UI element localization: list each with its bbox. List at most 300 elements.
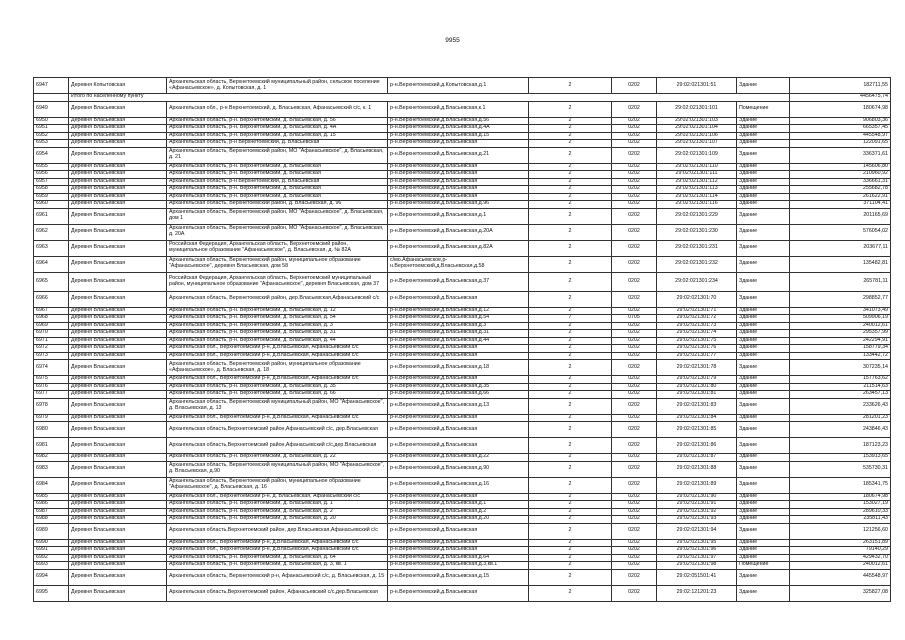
- cadastral-number: 29:02:021301:103: [657, 117, 737, 125]
- cadastral-number: 29:02:021301:232: [657, 256, 737, 272]
- cadastral-value: 242294,91: [790, 337, 891, 345]
- settlement-name: Деревня Власьевская: [69, 569, 167, 585]
- table-row: [34, 391, 891, 399]
- object-address: р-н.Верхнетоемский,д.Власьевская,д.20: [388, 516, 529, 524]
- full-address: Архангельская область, Верхнетоемский район, МО "Афанасьевское", д. Власьевская, д. 20А: [167, 224, 388, 240]
- full-address: Архангельская обл., Верхнетоемский р-н, д.Власьевская, Афанасьевский с/с: [167, 539, 388, 547]
- cadastral-value: 153913,65: [790, 454, 891, 462]
- settlement-name: Деревня Власьевская: [69, 101, 167, 117]
- cadastral-value: 211514,63: [790, 383, 891, 391]
- row-number: 6949: [34, 101, 69, 117]
- cadastral-value: 201165,69: [790, 208, 891, 224]
- cadastral-value: 445548,97: [790, 132, 891, 140]
- table-row: [34, 315, 891, 323]
- category-code: 0202: [612, 383, 657, 391]
- object-type: Помещение: [737, 562, 790, 570]
- row-number: 6971: [34, 337, 69, 345]
- row-number: 6979: [34, 414, 69, 422]
- settlement-name: Деревня Власьевская: [69, 291, 167, 307]
- cadastral-value: 265781,11: [790, 272, 891, 291]
- category-number: 2: [529, 163, 612, 171]
- category-code: 0202: [612, 547, 657, 555]
- cadastral-number: 29:02:021301:91: [657, 501, 737, 509]
- category-number: 2: [529, 193, 612, 201]
- row-number: 6992: [34, 554, 69, 562]
- cadastral-number: 29:02:021301:230: [657, 224, 737, 240]
- category-code: 0202: [612, 240, 657, 256]
- object-type: Здание: [737, 352, 790, 360]
- object-address: р-н.Верхнетоемский,д.Власьевская,д.54: [388, 315, 529, 323]
- object-address: р-н.Верхнетоемский,д.Власьевская,д.3,кв.1: [388, 562, 529, 570]
- object-type: Здание: [737, 547, 790, 555]
- table-row: [34, 360, 891, 376]
- row-number: 6982: [34, 454, 69, 462]
- object-address: р-н.Верхнетоемский,д.Власьевская,д.31: [388, 330, 529, 338]
- category-number: 2: [529, 322, 612, 330]
- object-address: р-н.Верхнетоемский,д.Власьевская,д.18: [388, 360, 529, 376]
- cadastral-number: 29:02:021301:113: [657, 186, 737, 194]
- cadastral-number: 29:02:021301:87: [657, 454, 737, 462]
- object-type: Здание: [737, 117, 790, 125]
- table-row: [34, 562, 891, 570]
- table-row: [34, 345, 891, 353]
- settlement-name: Деревня Власьевская: [69, 547, 167, 555]
- settlement-name: Деревня Власьевская: [69, 330, 167, 338]
- category-code: 0202: [612, 140, 657, 148]
- object-type: Здание: [737, 454, 790, 462]
- settlement-name: Деревня Власьевская: [69, 125, 167, 133]
- object-type: Здание: [737, 477, 790, 493]
- full-address: Архангельская область, р-н. Верхнетоемский, д. Власьевская, д. 4А: [167, 125, 388, 133]
- row-number: 6988: [34, 516, 69, 524]
- table-row: [34, 240, 891, 256]
- object-type: Здание: [737, 461, 790, 477]
- object-address: р-н.Верхнетоемский,д.Власьевская,д.2: [388, 508, 529, 516]
- full-address: Архангельская область, р-н. Верхнетоемский, д. Власьевская, д. 64: [167, 554, 388, 562]
- settlement-name: Деревня Власьевская: [69, 422, 167, 438]
- row-number: 6952: [34, 132, 69, 140]
- object-address: р-н.Верхнетоемский,д.Власьевская: [388, 345, 529, 353]
- cadastral-value: 665357,45: [790, 125, 891, 133]
- cadastral-number: 29:02:021301:72: [657, 315, 737, 323]
- object-address: р-н.Верхнетоемский,д.Власьевская: [388, 438, 529, 454]
- category-number: 2: [529, 307, 612, 315]
- category-code: 0202: [612, 178, 657, 186]
- category-code: 0202: [612, 562, 657, 570]
- category-code: 0202: [612, 360, 657, 376]
- object-type: Здание: [737, 147, 790, 163]
- row-number: 6978: [34, 398, 69, 414]
- object-address: р-н.Верхнетоемский,д.Власьевская,д.22: [388, 454, 529, 462]
- object-type: Здание: [737, 291, 790, 307]
- cadastral-number: 29:02:021301:104: [657, 125, 737, 133]
- row-number: 6958: [34, 186, 69, 194]
- cadastral-number: 29:02:021301:74: [657, 330, 737, 338]
- category-code: 0202: [612, 171, 657, 179]
- table-row: [34, 291, 891, 307]
- category-code: 0202: [612, 539, 657, 547]
- category-number: 2: [529, 147, 612, 163]
- object-address: р-н.Верхнетоемский,д.Власьевская,д.21: [388, 147, 529, 163]
- cadastral-value: 133442,72: [790, 352, 891, 360]
- category-number: 2: [529, 562, 612, 570]
- cadastral-value: 122091,65: [790, 140, 891, 148]
- table-row: [34, 171, 891, 179]
- row-number: 6965: [34, 272, 69, 291]
- cadastral-value: 281201,23: [790, 414, 891, 422]
- table-row: [34, 352, 891, 360]
- row-number: 6980: [34, 422, 69, 438]
- settlement-name: Деревня Власьевская: [69, 352, 167, 360]
- category-code: 0202: [612, 523, 657, 539]
- settlement-name: Деревня Власьевская: [69, 398, 167, 414]
- object-address: р-н.Верхнетоемский,д.Власьевская: [388, 193, 529, 201]
- object-address: р-н.Верхнетоемский,д.Власьевская,д.56: [388, 117, 529, 125]
- cadastral-value: 336371,61: [790, 147, 891, 163]
- row-number: 6985: [34, 493, 69, 501]
- settlement-name: Деревня Власьевская: [69, 272, 167, 291]
- cadastral-value: 336661,31: [790, 178, 891, 186]
- category-number: 2: [529, 186, 612, 194]
- category-code: 0705: [612, 315, 657, 323]
- table-row: [34, 201, 891, 209]
- object-address: р-н.Верхнетоемский,д.Власьевская: [388, 493, 529, 501]
- category-code: 0202: [612, 337, 657, 345]
- category-code: 0202: [612, 322, 657, 330]
- settlement-name: Деревня Власьевская: [69, 224, 167, 240]
- object-type: Здание: [737, 186, 790, 194]
- subtotal-value: 4456475,74: [790, 94, 891, 102]
- settlement-name: Деревня Власьевская: [69, 322, 167, 330]
- category-code: 0202: [612, 132, 657, 140]
- row-number: 6947: [34, 78, 69, 94]
- object-type: Здание: [737, 414, 790, 422]
- cadastral-value: 182711,55: [790, 78, 891, 94]
- category-number: 2: [529, 78, 612, 94]
- full-address: Архангельская область, р-н. Верхнетоемский, д. Власьевская, д. 20: [167, 516, 388, 524]
- row-number: 6989: [34, 523, 69, 539]
- full-address: Архангельская обл., Верхнетоемский р-н, д.Власьевская, Афанасьевский с/с: [167, 547, 388, 555]
- table-row: [34, 422, 891, 438]
- full-address: Архангельская область, Верхнетоемский р-н, Афанасьевский с/с, д. Власьевская, д. 15: [167, 569, 388, 585]
- cadastral-value: 121256,60: [790, 523, 891, 539]
- cadastral-number: 29:02:021301:95: [657, 539, 737, 547]
- table-row: [34, 585, 891, 601]
- cadastral-value: 298852,77: [790, 291, 891, 307]
- cadastral-number: 29:02:021301:71: [657, 307, 737, 315]
- row-number: 6975: [34, 376, 69, 384]
- category-number: 2: [529, 477, 612, 493]
- settlement-name: Деревня Власьевская: [69, 186, 167, 194]
- category-number: 2: [529, 345, 612, 353]
- category-number: 7: [529, 315, 612, 323]
- row-number: 6991: [34, 547, 69, 555]
- category-code: 0202: [612, 438, 657, 454]
- cadastral-value: 535730,31: [790, 461, 891, 477]
- category-code: 0202: [612, 307, 657, 315]
- object-type: Здание: [737, 78, 790, 94]
- category-code: 0202: [612, 193, 657, 201]
- cadastral-value: 145606,80: [790, 163, 891, 171]
- category-number: 2: [529, 291, 612, 307]
- row-number: 6973: [34, 352, 69, 360]
- category-number: 2: [529, 454, 612, 462]
- settlement-name: Деревня Власьевская: [69, 508, 167, 516]
- full-address: Архангельская область,Верхнетоемский район, Афанасьевский с/с,дер.Власьевская: [167, 585, 388, 601]
- row-number: 6976: [34, 383, 69, 391]
- full-address: Архангельская область, Верхнетоемский район, муниципальное образование "Афанасьевское", д. Власьевская, д. 16: [167, 477, 388, 493]
- object-type: Здание: [737, 345, 790, 353]
- object-address: р-н.Верхнетоемский,д.Власьевская,д.13: [388, 398, 529, 414]
- cadastral-number: 29:02:021301:231: [657, 240, 737, 256]
- object-address: р-н.Верхнетоемский,д.Власьевская,д.15: [388, 569, 529, 585]
- object-type: Здание: [737, 585, 790, 601]
- object-type: Здание: [737, 554, 790, 562]
- category-number: 2: [529, 272, 612, 291]
- full-address: Архангельская область, р-н. Верхнетоемский, д. Власьевская, д. 66: [167, 391, 388, 399]
- object-type: Здание: [737, 398, 790, 414]
- category-code: 0202: [612, 493, 657, 501]
- settlement-name: Деревня Власьевская: [69, 585, 167, 601]
- cadastral-number: 29:02:021301:93: [657, 516, 737, 524]
- object-address: р-н.Верхнетоемский,д.Власьевская: [388, 376, 529, 384]
- row-number: 6984: [34, 477, 69, 493]
- category-number: 2: [529, 337, 612, 345]
- page-number: 9955: [445, 37, 460, 44]
- settlement-name: Деревня Власьевская: [69, 554, 167, 562]
- full-address: Архангельская область, р-н. Верхнетоемский, д. Власьевская, д. 1: [167, 501, 388, 509]
- table-row: [34, 539, 891, 547]
- cadastral-number: 29:02:021301:89: [657, 477, 737, 493]
- row-number: 6974: [34, 360, 69, 376]
- category-code: 0202: [612, 125, 657, 133]
- category-code: 0202: [612, 554, 657, 562]
- object-type: Здание: [737, 391, 790, 399]
- category-number: 2: [529, 208, 612, 224]
- row-number: 6977: [34, 391, 69, 399]
- row-number: 6995: [34, 585, 69, 601]
- object-address: р-н.Верхнетоемский,д.Власьевская: [388, 414, 529, 422]
- category-code: 0202: [612, 330, 657, 338]
- cadastral-value: 295357,99: [790, 330, 891, 338]
- category-number: 2: [529, 501, 612, 509]
- object-type: Здание: [737, 132, 790, 140]
- object-type: Здание: [737, 501, 790, 509]
- full-address: Архангельская область, Верхнетоемский муниципальный район, сельское поселение «Афанасьевское», д. Копытовская, д. 1: [167, 78, 388, 94]
- row-number: 6962: [34, 224, 69, 240]
- cadastral-number: 29:02:021301:88: [657, 461, 737, 477]
- category-code: 0202: [612, 101, 657, 117]
- object-type: Здание: [737, 193, 790, 201]
- cadastral-value: 576054,02: [790, 224, 891, 240]
- category-code: 0202: [612, 224, 657, 240]
- settlement-name: Деревня Власьевская: [69, 201, 167, 209]
- cadastral-value: 210960,92: [790, 171, 891, 179]
- full-address: Архангельская область, р-н. Верхнетоемский, д. Власьевская, д. 31: [167, 330, 388, 338]
- row-number: 6968: [34, 315, 69, 323]
- table-row: [34, 330, 891, 338]
- full-address: Архангельская область, р-н. Верхнетоемский, д. Власьевская, д. 56: [167, 117, 388, 125]
- object-address: р-н.Верхнетоемский,д.Власьевская,д.66: [388, 391, 529, 399]
- full-address: Архангельская область, р-н. Верхнетоемский, д. Власьевская: [167, 163, 388, 171]
- category-code: 0202: [612, 414, 657, 422]
- object-address: р-н.Верхнетоемский,д.Власьевская: [388, 140, 529, 148]
- object-address: р-н.Верхнетоемский,д.Власьевская: [388, 585, 529, 601]
- subtotal-row: [34, 94, 891, 102]
- object-address: р-н.Верхнетоемский,д.Власьевская: [388, 547, 529, 555]
- table-row: [34, 547, 891, 555]
- cadastral-number: 29:02:021301:77: [657, 352, 737, 360]
- cadastral-value: 203677,11: [790, 240, 891, 256]
- row-number: 6964: [34, 256, 69, 272]
- category-number: 2: [529, 422, 612, 438]
- row-number: 6959: [34, 193, 69, 201]
- object-address: р-н.Верхнетоемский,д.Власьевская,д.35: [388, 383, 529, 391]
- table-row: [34, 224, 891, 240]
- category-code: 0202: [612, 422, 657, 438]
- category-number: 2: [529, 398, 612, 414]
- object-type: Здание: [737, 307, 790, 315]
- full-address: Архангельская область, р-н. Верхнетоемский, д. Власьевская, д. 2: [167, 508, 388, 516]
- table-row: [34, 125, 891, 133]
- object-type: Здание: [737, 330, 790, 338]
- cadastral-number: 29:02:021301:90: [657, 493, 737, 501]
- object-type: Здание: [737, 201, 790, 209]
- full-address: Архангельская обл., Верхнетоемский р-н, д.Власьевская, Афанасьевский с/с: [167, 414, 388, 422]
- object-address: р-н.Верхнетоемский,д.Власьевская: [388, 171, 529, 179]
- full-address: Архангельская область, р-н. Верхнетоемский, д. Власьевская, д. 15: [167, 132, 388, 140]
- full-address: Архангельская область, Верхнетоемский район, дер.Власьевская,Афанасьевский с/с: [167, 291, 388, 307]
- full-address: Архангельская область, р-н. Верхнетоемский, д. Власьевская, д. 44: [167, 337, 388, 345]
- object-address: р-н.Верхнетоемский,д.Власьевская: [388, 422, 529, 438]
- category-code: 0202: [612, 345, 657, 353]
- settlement-name: Деревня Власьевская: [69, 178, 167, 186]
- object-address: р-н.Верхнетоемский,д.Власьевская,д.15: [388, 132, 529, 140]
- row-number: 6960: [34, 201, 69, 209]
- category-number: 2: [529, 547, 612, 555]
- object-address: р-н.Верхнетоемский,д.Власьевская,д.82А: [388, 240, 529, 256]
- category-number: 2: [529, 360, 612, 376]
- cadastral-number: 29:02:051501:41: [657, 569, 737, 585]
- full-address: Архангельская область, Верхнетоемский район, муниципальное образование «Афанасьевское», д. Власьевская, д. 18: [167, 360, 388, 376]
- cadastral-number: 29:02:021301:75: [657, 337, 737, 345]
- object-address: р-н.Верхнетоемский,д.Власьевская,д.3: [388, 322, 529, 330]
- category-code: 0202: [612, 508, 657, 516]
- object-type: Здание: [737, 493, 790, 501]
- cadastral-number: 29:02:021301:109: [657, 147, 737, 163]
- full-address: Архангельская обл., р-н Верхнетоемский, д. Власьевская, Афанасьевский с/с, к. 1: [167, 101, 388, 117]
- settlement-name: Деревня Власьевская: [69, 240, 167, 256]
- cadastral-value: 325827,08: [790, 585, 891, 601]
- row-number: 6953: [34, 140, 69, 148]
- cadastral-number: 29:02:021301:229: [657, 208, 737, 224]
- table-row: [34, 78, 891, 94]
- settlement-name: Деревня Власьевская: [69, 516, 167, 524]
- row-number: 6983: [34, 461, 69, 477]
- full-address: Архангельская область, р-н. Верхнетоемский, д. Власьевская: [167, 171, 388, 179]
- cadastral-value: 429432,70: [790, 554, 891, 562]
- settlement-name: Деревня Власьевская: [69, 171, 167, 179]
- settlement-name: Деревня Власьевская: [69, 493, 167, 501]
- settlement-name: Деревня Власьевская: [69, 383, 167, 391]
- settlement-name: Деревня Власьевская: [69, 256, 167, 272]
- row-number: 6961: [34, 208, 69, 224]
- cadastral-value: 185341,75: [790, 477, 891, 493]
- cadastral-number: 29:02:021301:84: [657, 414, 737, 422]
- table-row: [34, 454, 891, 462]
- table-row: [34, 493, 891, 501]
- table-row: [34, 398, 891, 414]
- category-code: 0202: [612, 186, 657, 194]
- category-number: 2: [529, 240, 612, 256]
- table-row: [34, 501, 891, 509]
- category-code: 0202: [612, 272, 657, 291]
- row-number: 6951: [34, 125, 69, 133]
- full-address: Российская Федерация, Архангельская область, Верхнетоемский муниципальный район, муниципальное образование "Афанасьевское", деревня Власьевская, дом 37: [167, 272, 388, 291]
- object-address: р-н.Верхнетоемский,д.Власьевская,д.1: [388, 501, 529, 509]
- category-code: 0202: [612, 585, 657, 601]
- cadastral-number: 29:02:021301:86: [657, 438, 737, 454]
- category-code: 0202: [612, 569, 657, 585]
- table-row: [34, 569, 891, 585]
- full-address: Архангельская область, р-н. Верхнетоемский, д. Власьевская, д. 3: [167, 322, 388, 330]
- full-address: Архангельская область, Верхнетоемский муниципальный район, МО "Афанасьевское", д. Власьевская, д.90: [167, 461, 388, 477]
- full-address: Архангельская область, Верхнетоемский муниципальный район, МО "Афанасьевское", д. Власьевская, д. 13: [167, 398, 388, 414]
- category-number: 2: [529, 523, 612, 539]
- full-address: Архангельская область, Верхнетоемский район, муниципальное образование "Афанасьевское", деревня Власьевская, дом 58: [167, 256, 388, 272]
- row-number: 6966: [34, 291, 69, 307]
- object-address: с/мо.Афанасьевское,р-н.Верхнетоемский,д.Власьевская,д.58: [388, 256, 529, 272]
- object-address: р-н.Верхнетоемский,д.Власьевская,к.1: [388, 101, 529, 117]
- table-row: [34, 516, 891, 524]
- cadastral-number: 29:02:021301:76: [657, 345, 737, 353]
- category-number: 2: [529, 554, 612, 562]
- object-address: р-н.Верхнетоемский,д.Копытовская,д.1: [388, 78, 529, 94]
- table-row: [34, 337, 891, 345]
- object-type: Здание: [737, 125, 790, 133]
- category-code: 0202: [612, 201, 657, 209]
- cadastral-value: 263457,13: [790, 391, 891, 399]
- category-number: 2: [529, 376, 612, 384]
- row-number: 6994: [34, 569, 69, 585]
- row-number: 6969: [34, 322, 69, 330]
- cadastral-number: 29:02:021301:79: [657, 376, 737, 384]
- category-code: 0202: [612, 163, 657, 171]
- category-code: 0202: [612, 78, 657, 94]
- cadastral-number: 29:02:021301:70: [657, 291, 737, 307]
- cadastral-value: 157763,62: [790, 376, 891, 384]
- table-row: [34, 140, 891, 148]
- object-address: р-н.Верхнетоемский,д.Власьевская,д.96: [388, 201, 529, 209]
- object-address: р-н.Верхнетоемский,д.Власьевская,д.37: [388, 272, 529, 291]
- row-number: 6967: [34, 307, 69, 315]
- category-number: 2: [529, 461, 612, 477]
- object-address: р-н.Верхнетоемский,д.Власьевская: [388, 163, 529, 171]
- settlement-name: Деревня Власьевская: [69, 523, 167, 539]
- full-address: Архангельская обл., Верхнетоемский р-н, д.Власьевская, Афанасьевский с/с: [167, 376, 388, 384]
- row-number: 6957: [34, 178, 69, 186]
- row-number: 6981: [34, 438, 69, 454]
- category-number: 2: [529, 539, 612, 547]
- cadastral-value: 158779,34: [790, 345, 891, 353]
- row-number: 6956: [34, 171, 69, 179]
- object-address: р-н.Верхнетоемский,д.Власьевская,д.64: [388, 554, 529, 562]
- cadastral-number: 29:02:021301:116: [657, 201, 737, 209]
- category-number: 2: [529, 140, 612, 148]
- cadastral-number: 29:02:021301:111: [657, 171, 737, 179]
- object-type: Здание: [737, 322, 790, 330]
- full-address: Архангельская область, Верхнетоемский район, МО "Афанасьевское", д. Власьевская, д. 21: [167, 147, 388, 163]
